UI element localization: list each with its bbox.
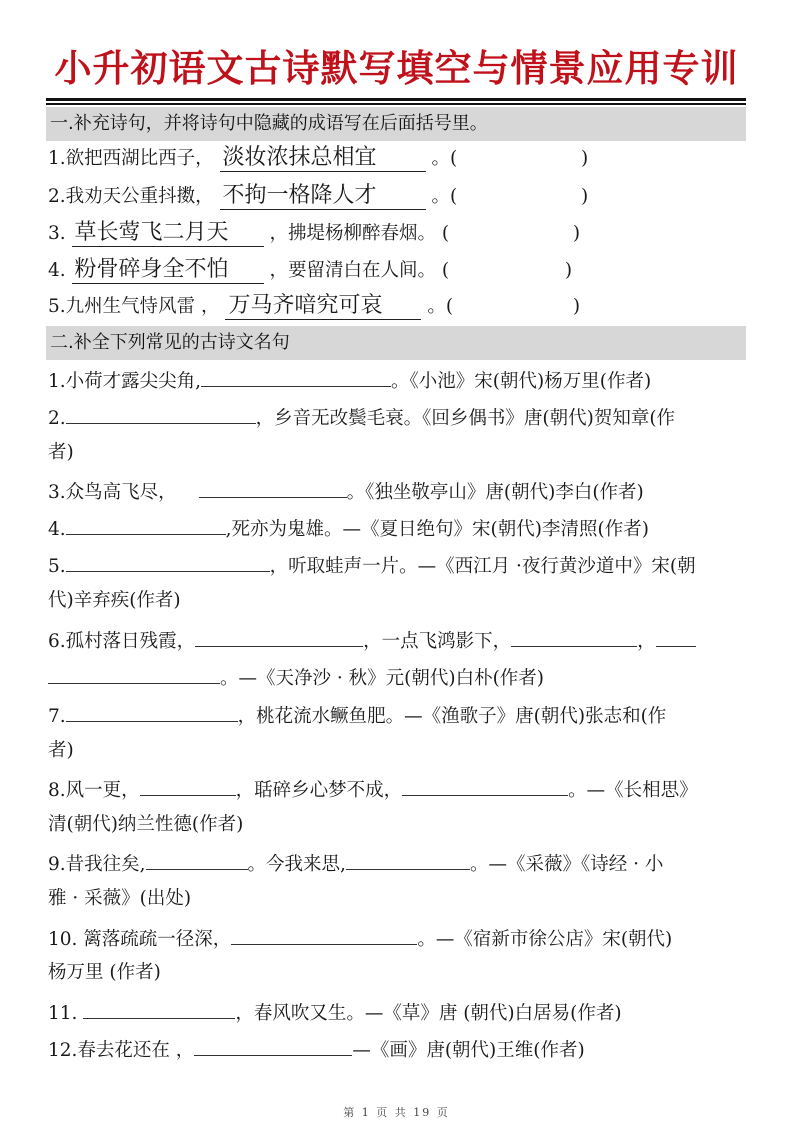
s1-suffix: 。( [431,148,458,169]
fill-blank[interactable] [511,626,637,647]
s2-text: 5. [48,556,66,577]
s2-text: 1.小荷才露尖尖角, [48,371,202,392]
s2-item-11 [48,998,622,1027]
s2-item-8 [48,775,698,804]
fill-blank[interactable] [195,626,363,647]
s1-close: ) [572,296,581,317]
section-heading-1: 一.补充诗句，并将诗句中隐藏的成语写在后面括号里。 [46,107,746,141]
fill-blank[interactable] [201,366,391,387]
fill-blank[interactable] [66,403,256,424]
s2-text: 12.春去花还在 ， [48,1040,195,1061]
s2-text: —《画》唐(朝代)王维(作者) [352,1040,585,1061]
s2-item-7-cont: 者) [48,740,74,761]
s2-text: 7. [48,706,66,727]
s2-text: 11. [48,1003,84,1024]
fill-blank[interactable] [66,551,270,572]
s2-text: ，一点飞鸿影下， [363,631,512,652]
s2-item-2 [48,403,675,432]
s2-item-12 [48,1035,585,1064]
fill-blank[interactable] [83,998,235,1019]
s2-item-10 [48,924,672,953]
s2-text: ，听取蛙声一片。—《西江月 ·夜行黄沙道中》宋(朝 [269,556,696,577]
s1-answer: 草长莺飞二月天 [72,220,264,247]
section-heading-2: 二.补全下列常见的古诗文名句 [46,326,746,360]
s1-item-1 [48,145,588,172]
s2-text: 10. 篱落疏疏一径深， [48,929,232,950]
fill-blank[interactable] [48,663,220,684]
s2-text: ，桃花流水鳜鱼肥。—《渔歌子》唐(朝代)张志和(作 [237,706,667,727]
s2-item-3 [48,477,644,506]
s1-prefix: 2.我劝天公重抖擞， [48,186,214,207]
s2-item-9-cont: 雅 · 采薇》(出处) [48,888,192,909]
fill-blank[interactable] [194,1035,352,1056]
s2-text: 。今我来思, [247,854,346,875]
s2-item-4 [48,514,649,543]
fill-blank[interactable] [402,775,568,796]
fill-blank[interactable] [199,477,347,498]
s2-text: 4. [48,519,66,540]
s2-text: 9.昔我往矣, [48,854,146,875]
s1-prefix: 1.欲把西湖比西子， [48,148,214,169]
s1-prefix: 3. [48,223,66,244]
s2-text: 。—《宿新市徐公店》宋(朝代) [417,929,673,950]
s2-text: 3.众鸟高飞尽， [48,482,177,503]
page-number: 第 1 页 共 19 页 [343,1106,450,1119]
s2-item-1 [48,366,651,395]
fill-blank[interactable] [66,701,238,722]
s1-item-4 [48,257,572,284]
s1-close: ) [580,148,589,169]
s2-item-8-cont: 清(朝代)纳兰性德(作者) [48,814,244,835]
s1-answer: 不拘一格降人才 [220,183,426,210]
s2-text: 。—《长相思》 [568,780,698,801]
s1-suffix: 。( [431,186,458,207]
s2-text: 2. [48,408,66,429]
s2-text: ， [637,631,656,652]
s2-text: 。—《采薇》《诗经 · 小 [469,854,664,875]
s2-text: ，聒碎乡心梦不成， [235,780,403,801]
s2-item-6-cont [48,663,544,692]
s1-close: ) [564,260,573,281]
s1-answer: 淡妆浓抹总相宜 [220,145,426,172]
s2-item-6 [48,626,696,655]
s2-text: 。—《天净沙 · 秋》元(朝代)白朴(作者) [220,668,545,689]
fill-blank[interactable] [146,849,248,870]
s1-suffix: ，要留清白在人间。 ( [269,260,450,281]
fill-blank[interactable] [656,626,696,647]
s2-item-7 [48,701,666,730]
s1-answer: 万马齐喑究可哀 [225,293,421,320]
fill-blank[interactable] [66,514,226,535]
s2-item-5-cont: 代)辛弃疾(作者) [48,590,181,611]
s2-item-5 [48,551,696,580]
fill-blank[interactable] [140,775,236,796]
s2-text: ，乡音无改鬓毛衰。《回乡偶书》唐(朝代)贺知章(作 [255,408,676,429]
s1-item-3 [48,220,580,247]
s2-text: ,死亦为鬼雄。—《夏日绝句》宋(朝代)李清照(作者) [225,519,649,540]
s2-item-2-cont: 者) [48,442,74,463]
fill-blank[interactable] [346,849,470,870]
s1-suffix: ，拂堤杨柳醉春烟。 ( [269,223,450,244]
s2-item-9 [48,849,663,878]
s2-text: 。《小池》宋(朝代)杨万里(作者) [391,371,652,392]
s2-text: 。《独坐敬亭山》唐(朝代)李白(作者) [346,482,644,503]
s2-text: 6.孤村落日残霞， [48,631,196,652]
s1-answer: 粉骨碎身全不怕 [72,257,264,284]
s2-text: 8.风一更， [48,780,140,801]
s1-suffix: 。( [427,296,454,317]
s1-close: ) [572,223,581,244]
s1-item-2 [48,183,588,210]
fill-blank[interactable] [231,924,417,945]
s2-text: ，春风吹又生。—《草》唐 (朝代)白居易(作者) [235,1003,622,1024]
s1-prefix: 5.九州生气恃风雷 ， [48,296,220,317]
s1-prefix: 4. [48,260,66,281]
double-rule-top [46,98,746,101]
s1-close: ) [580,186,589,207]
s2-item-10-cont: 杨万里 (作者) [48,962,161,983]
page-title: 小升初语文古诗默写填空与情景应用专训 [54,47,739,90]
s1-item-5 [48,293,580,320]
double-rule-bottom [46,103,746,105]
